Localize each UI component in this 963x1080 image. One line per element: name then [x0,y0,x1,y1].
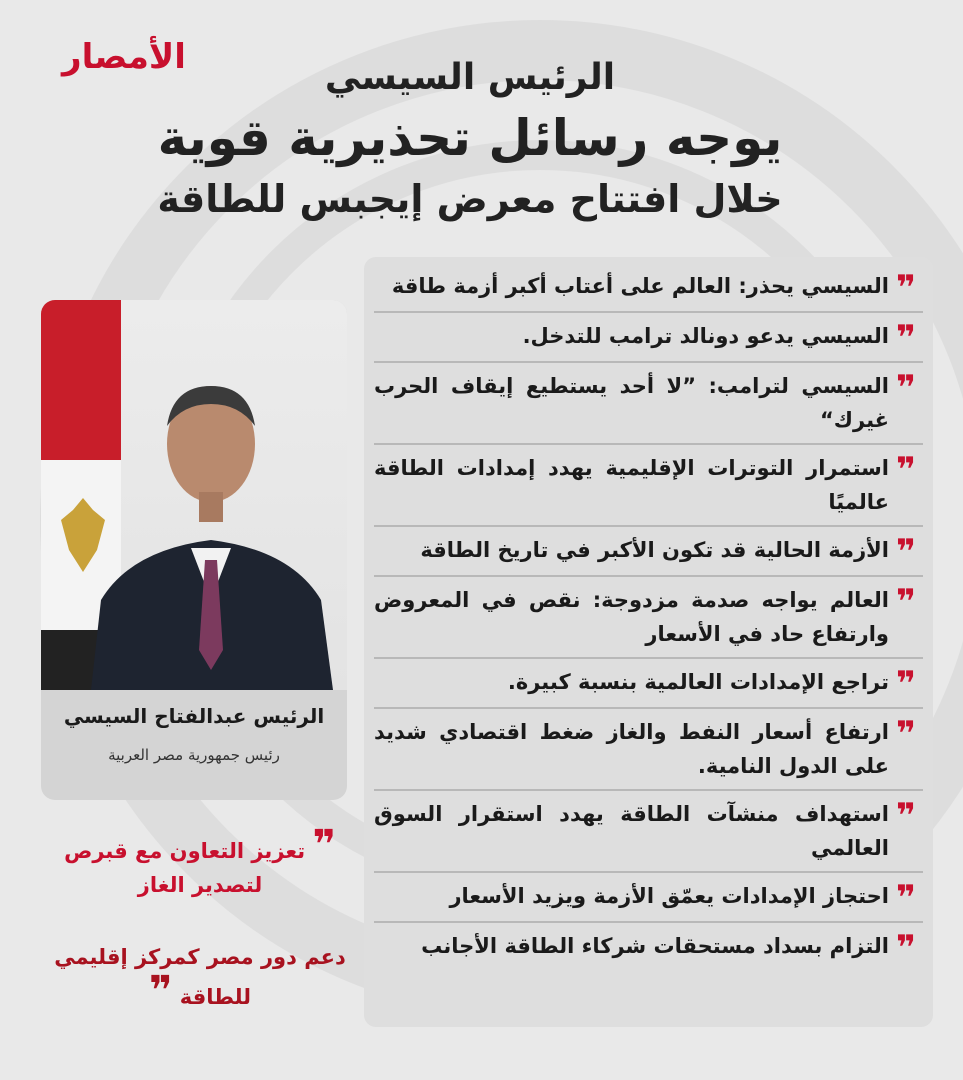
list-item [374,313,923,363]
quote-icon: ❞ [896,368,916,408]
list-item [374,263,923,313]
quote-icon: ❞ [148,968,173,1014]
profile-card [41,300,347,800]
list-item [374,873,923,923]
logo-text: الأمصار [62,37,186,77]
points-list [364,257,933,1027]
side-quote-text: دعم دور مصر كمركز إقليمي للطاقة [54,945,346,1009]
headline-line-1: الرئيس السيسي [324,57,616,98]
list-item [374,659,923,709]
flag-stripe-red [41,300,121,460]
list-item [374,791,923,873]
profile-role: رئيس جمهورية مصر العربية [108,746,280,764]
headline-line-2: يوجه رسائل تحذيرية قوية [157,109,783,167]
list-item [374,363,923,445]
quote-icon: ❞ [896,318,916,358]
list-item [374,445,923,527]
head-silhouette [159,382,263,522]
list-item [374,577,923,659]
list-item [374,527,923,577]
point-text: السيسي لترامب: ”لا أحد يستطيع إيقاف الحرب غيرك“ [374,374,889,432]
suit-silhouette [71,530,347,690]
side-quote [40,822,360,902]
quote-icon: ❞ [896,582,916,622]
point-text: تراجع الإمدادات العالمية بنسبة كبيرة. [507,670,889,694]
side-quote [40,940,360,1014]
point-text: استمرار التوترات الإقليمية يهدد إمدادات الطاقة عالميًا [374,456,889,514]
quote-icon: ❞ [896,450,916,490]
headline-line-3: خلال افتتاح معرض إيجبس للطاقة [157,177,783,221]
point-text: ارتفاع أسعار النفط والغاز ضغط اقتصادي شديد على الدول النامية. [374,720,889,778]
point-text: الأزمة الحالية قد تكون الأكبر في تاريخ الطاقة [420,538,889,562]
quote-icon: ❞ [896,878,916,918]
list-item [374,709,923,791]
profile-name: الرئيس عبدالفتاح السيسي [63,704,325,728]
quote-icon: ❞ [896,796,916,836]
point-text: السيسي يحذر: العالم على أعتاب أكبر أزمة طاقة [391,274,889,298]
quote-icon: ❞ [896,268,916,308]
quote-icon: ❞ [896,664,916,704]
headline [150,52,790,226]
point-text: احتجاز الإمدادات يعمّق الأزمة ويزيد الأسعار [449,884,889,908]
point-text: استهداف منشآت الطاقة يهدد استقرار السوق العالمي [374,802,889,860]
portrait-photo [41,300,347,690]
side-quote-text: تعزيز التعاون مع قبرص لتصدير الغاز [64,839,306,897]
quote-icon: ❞ [312,822,336,868]
point-text: السيسي يدعو دونالد ترامب للتدخل. [522,324,889,348]
quote-icon: ❞ [896,532,916,572]
point-text: العالم يواجه صدمة مزدوجة: نقص في المعروض وارتفاع حاد في الأسعار [374,588,889,646]
point-text: التزام بسداد مستحقات شركاء الطاقة الأجانب [421,934,889,958]
list-item [374,923,923,971]
quote-icon: ❞ [896,714,916,754]
quote-icon: ❞ [896,928,916,968]
